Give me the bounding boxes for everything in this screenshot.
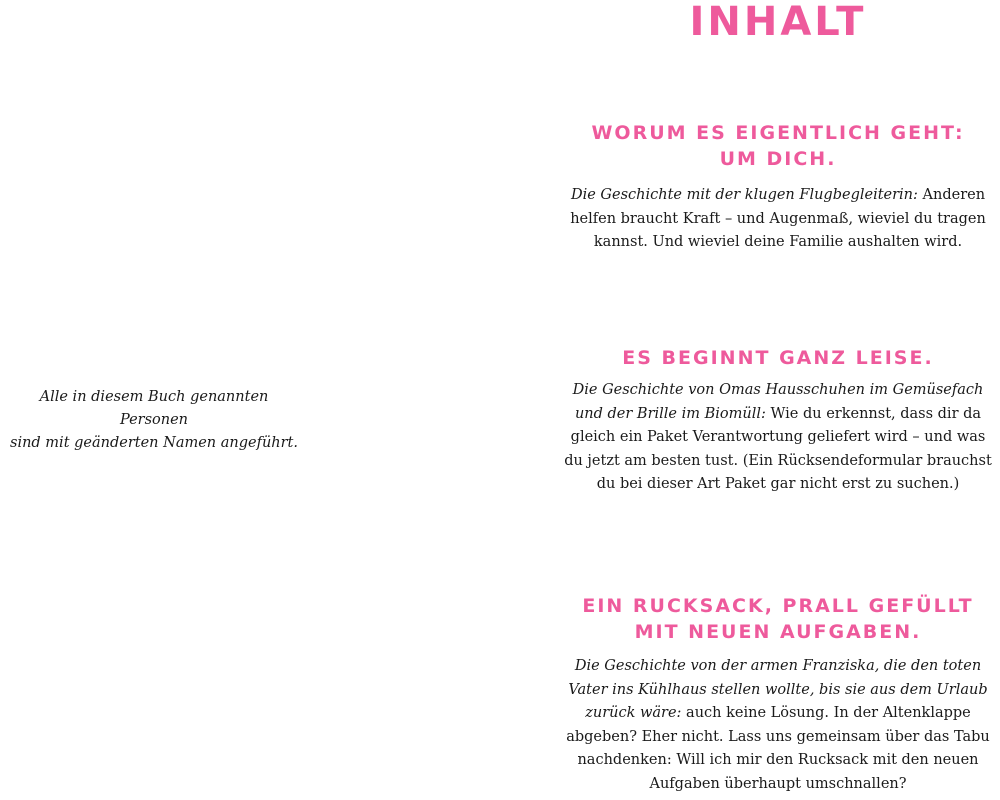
toc-section-3-heading-line-2: MIT NEUEN AUFGABEN.	[634, 621, 922, 643]
toc-section-3-heading	[560, 593, 996, 645]
toc-section-3-heading-line-1: EIN RUCKSACK, PRALL GEFÜLLT	[582, 595, 974, 617]
toc-section-2-heading-line-1: ES BEGINNT GANZ LEISE.	[622, 347, 934, 369]
disclaimer-line-2: sind mit geänderten Namen angeführt.	[10, 435, 298, 451]
toc-section-2-lead: Die Geschichte von Omas Hausschuhen im Gemüsefach und der Brille im Biomüll:	[572, 382, 984, 422]
toc-section-1-summary	[560, 184, 996, 255]
toc-title: INHALT	[689, 0, 867, 45]
toc-section-1-heading-line-1: WORUM ES EIGENTLICH GEHT:	[591, 122, 965, 144]
toc-section-3-lead: Die Geschichte von der armen Franziska, die den toten Vater ins Kühlhaus stellen wollte, bis sie aus dem Urlaub zurück wäre:	[568, 658, 988, 721]
toc-section-3	[560, 593, 996, 796]
toc-section-3-body: auch keine Lösung. In der Altenklappe abgeben? Eher nicht. Lass uns gemeinsam über das Tabu nachdenken: Will ich mir den Rucksack mit den neuen Aufgaben überhaupt umschnallen?	[566, 705, 990, 792]
table-of-contents-page	[560, 0, 1000, 800]
toc-section-2	[560, 345, 996, 497]
toc-section-1-heading	[560, 120, 996, 172]
toc-section-1-lead: Die Geschichte mit der klugen Flugbegleiterin:	[570, 187, 918, 203]
toc-section-2-summary	[560, 379, 996, 497]
toc-section-1-heading-line-2: UM DICH.	[719, 148, 837, 170]
toc-section-2-heading	[560, 345, 996, 371]
disclaimer-line-1: Alle in diesem Buch genannten Personen	[39, 389, 269, 428]
toc-section-2-body: Wie du erkennst, dass dir da gleich ein Paket Verantwortung geliefert wird – und was du jetzt am besten tust. (Ein Rücksendeformular brauchst du bei dieser Art Paket gar nicht erst zu suchen.)	[564, 405, 992, 492]
toc-section-1-body: Anderen helfen braucht Kraft – und Augenmaß, wieviel du tragen kannst. Und wieviel deine Familie aushalten wird.	[570, 187, 986, 250]
toc-section-3-summary	[560, 655, 996, 796]
toc-section-1	[560, 120, 996, 255]
disclaimer-note	[4, 386, 304, 455]
